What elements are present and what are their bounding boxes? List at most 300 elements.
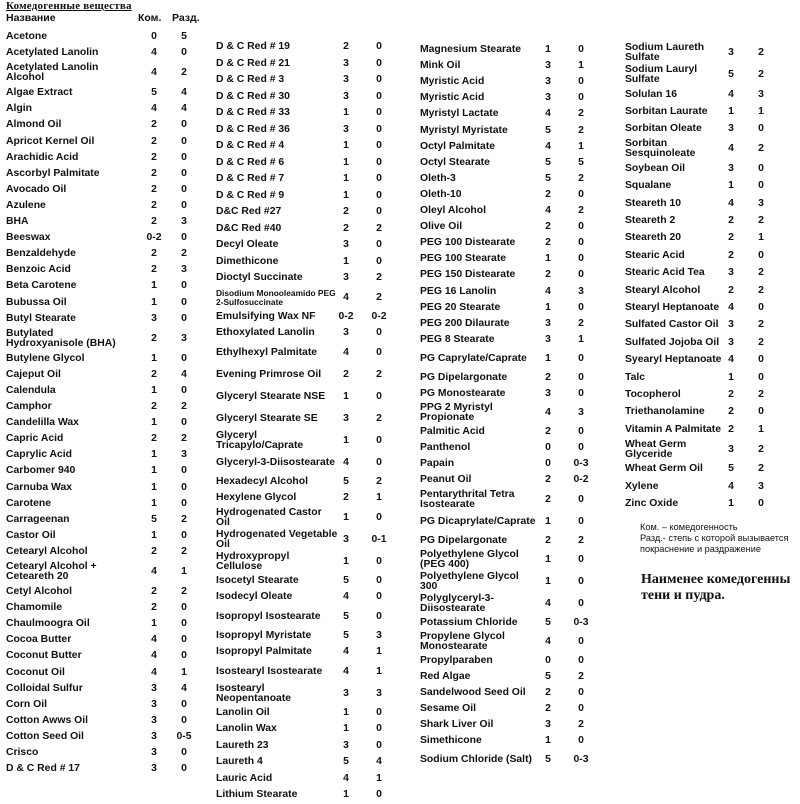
substance-name: PPG 2 Myristyl Propionate [420, 402, 493, 424]
substance-row [625, 121, 771, 138]
substance-name: Sandelwood Seed Oil [420, 686, 526, 698]
substance-row [6, 600, 194, 616]
substance-row [6, 729, 194, 745]
comedogenic-rating: 1 [151, 417, 157, 429]
irritation-rating: 0 [376, 140, 382, 152]
substance-name: Lanolin Wax [216, 723, 277, 735]
irritation-rating: 4 [181, 682, 187, 694]
comedogenic-rating: 1 [151, 529, 157, 541]
comedogenic-rating: 4 [545, 635, 551, 647]
irritation-rating: 1 [758, 106, 764, 118]
substance-name: PG Dipelargonate [420, 371, 508, 383]
substance-row [420, 203, 594, 219]
substance-row [216, 155, 392, 172]
substance-row [6, 101, 194, 117]
substance-row [420, 402, 594, 424]
irritation-rating: 0 [376, 789, 382, 801]
substance-name: Carotene [6, 497, 52, 509]
substance-row [216, 606, 392, 628]
substance-name: Polyethylene Glycol (PEG 400) [420, 548, 519, 570]
comedogenic-rating: 4 [151, 566, 157, 577]
irritation-rating: 2 [758, 215, 764, 227]
substance-row [216, 573, 392, 590]
irritation-rating: 0 [578, 735, 584, 747]
comedogenic-rating: 3 [545, 76, 551, 88]
substance-row [6, 560, 194, 584]
substance-name: Myristic Acid [420, 76, 485, 88]
substance-name: Stearic Acid [625, 249, 685, 261]
substance-name: PEG 100 Stearate [420, 253, 507, 265]
irritation-rating: 2 [376, 291, 382, 303]
comedogenic-rating: 4 [728, 88, 734, 100]
substance-row [216, 551, 392, 573]
substance-name: Mink Oil [420, 60, 461, 72]
comedogenic-rating: 3 [151, 312, 157, 324]
substance-row [216, 787, 392, 804]
substance-row [420, 219, 594, 235]
comedogenic-rating: 4 [545, 407, 551, 419]
irritation-rating: 0 [578, 237, 584, 249]
substance-row [420, 332, 594, 348]
irritation-rating: 0 [181, 183, 187, 195]
comedogenic-rating: 2 [545, 493, 551, 505]
substance-row [6, 415, 194, 431]
comedogenic-rating: 3 [151, 698, 157, 710]
irritation-rating: 0 [578, 269, 584, 281]
irritation-rating: 2 [376, 412, 382, 424]
substance-name: Algin [6, 103, 32, 115]
substance-row [6, 367, 194, 383]
substance-name: Cetyl Alcohol [6, 586, 73, 598]
substance-name: Cocoa Butter [6, 634, 72, 646]
substance-row [6, 528, 194, 544]
substance-row [625, 138, 771, 160]
comedogenic-rating: 2 [151, 216, 157, 228]
substance-name: D & C Red # 19 [216, 41, 290, 53]
irritation-rating: 0 [181, 747, 187, 759]
substance-row [6, 616, 194, 632]
comedogenic-rating: 2 [545, 188, 551, 200]
comedogenic-rating: 4 [343, 591, 349, 603]
comedogenic-rating: 3 [151, 714, 157, 726]
substance-row [6, 117, 194, 133]
irritation-rating: 1 [376, 646, 382, 658]
substance-name: PG Dipelargonate [420, 534, 508, 546]
substance-name: Stearyl Heptanoate [625, 302, 720, 314]
substance-row [625, 421, 771, 438]
irritation-rating: 5 [578, 156, 584, 168]
substance-name: PG Monostearate [420, 388, 506, 400]
substance-name: Almond Oil [6, 119, 62, 131]
substance-name: D & C Red # 4 [216, 140, 285, 152]
substance-row [6, 544, 194, 560]
irritation-rating: 0 [376, 723, 382, 735]
substance-row [625, 386, 771, 403]
comedogenic-rating: 3 [343, 533, 349, 545]
irritation-rating: 0 [758, 371, 764, 383]
substance-name: Acetylated Lanolin [6, 47, 99, 59]
comedogenic-rating: 3 [728, 319, 734, 331]
comedogenic-rating: 3 [545, 92, 551, 104]
irritation-rating: 3 [758, 480, 764, 492]
substance-row [6, 512, 194, 528]
substance-name: Isopropyl Myristate [216, 629, 312, 641]
substance-name: Squalane [625, 180, 672, 192]
comedogenic-rating: 2 [728, 389, 734, 401]
substance-row [420, 155, 594, 171]
comedogenic-rating: 2 [545, 534, 551, 546]
irritation-rating: 0 [758, 354, 764, 366]
substance-name: Dimethicone [216, 255, 279, 267]
substance-name: Potassium Chloride [420, 616, 518, 628]
comedogenic-rating: 0-2 [338, 310, 354, 322]
irritation-rating: 0 [376, 57, 382, 69]
substance-row [625, 103, 771, 120]
substance-row [216, 474, 392, 491]
substance-row [6, 351, 194, 367]
comedogenic-rating: 4 [343, 291, 349, 303]
comedogenic-rating: 2 [151, 248, 157, 260]
substance-name: Papain [420, 458, 455, 470]
substance-name: Avocado Oil [6, 183, 67, 195]
irritation-rating: 0 [578, 221, 584, 233]
substance-name: Cetearyl Alcohol + Ceteareth 20 [6, 561, 97, 582]
comedogenic-rating: 3 [343, 412, 349, 424]
irritation-rating: 3 [578, 285, 584, 297]
substance-row [625, 42, 771, 64]
irritation-rating: 0 [376, 706, 382, 718]
comedogenic-rating: 1 [343, 189, 349, 201]
comedogenic-rating: 2 [728, 249, 734, 261]
substance-row [216, 188, 392, 205]
irritation-rating: 0 [181, 167, 187, 179]
comedogenic-rating: 5 [545, 616, 551, 628]
comedogenic-rating: 1 [545, 352, 551, 364]
comedogenic-rating: 0 [545, 442, 551, 454]
irritation-rating: 0 [376, 107, 382, 119]
substance-name: Tocopherol [625, 389, 681, 401]
substance-name: Cotton Awws Oil [6, 714, 88, 726]
substance-name: Sulfated Castor Oil [625, 319, 719, 331]
substance-name: Benzaldehyde [6, 248, 76, 260]
substance-row [6, 85, 194, 101]
irritation-rating: 3 [181, 332, 187, 344]
irritation-rating: 0-3 [573, 458, 589, 470]
comedogenic-rating: 3 [728, 267, 734, 279]
substance-name: BHA [6, 216, 29, 228]
substance-row [216, 386, 392, 408]
irritation-rating: 0 [578, 371, 584, 383]
substance-name: Isodecyl Oleate [216, 591, 293, 603]
substance-name: Hydrogenated Vegetable Oil [216, 528, 338, 550]
irritation-rating: 2 [758, 463, 764, 475]
comedogenic-rating: 4 [728, 354, 734, 366]
substance-row [6, 383, 194, 399]
substance-row [216, 270, 392, 287]
comedogenic-rating: 4 [728, 302, 734, 314]
comedogenic-rating: 4 [343, 665, 349, 677]
comedogenic-rating: 2 [728, 232, 734, 244]
comedogenic-rating: 3 [151, 682, 157, 694]
comedogenic-rating: 4 [151, 47, 157, 59]
substance-row [6, 198, 194, 214]
substance-row [625, 334, 771, 351]
irritation-rating: 2 [376, 368, 382, 380]
irritation-rating: 0 [181, 47, 187, 59]
comedogenic-rating: 4 [343, 346, 349, 358]
legend-razd: Разд.- степь с которой вызывается покраснение и раздражение [640, 533, 789, 554]
irritation-rating: 0 [181, 529, 187, 541]
comedogenic-rating: 2 [151, 183, 157, 195]
irritation-rating: 2 [758, 284, 764, 296]
comedogenic-rating: 2 [343, 206, 349, 218]
comedogenic-rating: 2 [545, 426, 551, 438]
irritation-rating: 2 [758, 389, 764, 401]
irritation-rating: 4 [181, 87, 187, 99]
irritation-rating: 0 [376, 90, 382, 102]
substance-row [6, 431, 194, 447]
comedogenic-rating: 5 [151, 87, 157, 99]
comedogenic-rating: 4 [343, 456, 349, 468]
substance-name: Candelilla Wax [6, 417, 79, 429]
substance-row [216, 738, 392, 755]
substance-name: Octyl Palmitate [420, 140, 496, 152]
substance-row [625, 369, 771, 386]
substance-row [420, 90, 594, 106]
substance-name: PEG 150 Distearate [420, 269, 516, 281]
irritation-rating: 0 [376, 327, 382, 339]
comedogenic-rating: 2 [151, 433, 157, 445]
substance-row [216, 39, 392, 56]
irritation-rating: 2 [181, 401, 187, 413]
comedogenic-rating: 2 [545, 237, 551, 249]
substance-name: Calendula [6, 384, 56, 396]
substance-row [420, 653, 594, 669]
substance-row [6, 150, 194, 166]
substance-row [216, 705, 392, 722]
substance-row [6, 665, 194, 681]
irritation-rating: 2 [376, 272, 382, 284]
substance-row [420, 424, 594, 440]
irritation-rating: 0 [376, 591, 382, 603]
substance-name: Peanut Oil [420, 474, 472, 486]
comedogenic-rating: 4 [545, 205, 551, 217]
irritation-rating: 2 [181, 545, 187, 557]
substance-row [216, 221, 392, 238]
substance-name: Sorbitan Sesquinoleate [625, 138, 696, 160]
comedogenic-rating: 2 [728, 423, 734, 435]
comedogenic-rating: 3 [151, 730, 157, 742]
substance-row [420, 440, 594, 456]
substance-row [625, 64, 771, 86]
substance-row [625, 212, 771, 229]
substance-row [216, 430, 392, 452]
substance-name: D&C Red #40 [216, 222, 282, 234]
substance-row [216, 237, 392, 254]
substance-row [216, 529, 392, 551]
irritation-rating: 2 [181, 67, 187, 79]
comedogenic-rating: 5 [545, 670, 551, 682]
substance-name: PEG 20 Stearate [420, 301, 501, 313]
substance-name: Propylparaben [420, 654, 493, 666]
substance-name: PEG 200 Dilaurate [420, 317, 510, 329]
comedogenic-rating: 1 [151, 280, 157, 292]
irritation-rating: 2 [758, 267, 764, 279]
irritation-rating: 1 [758, 423, 764, 435]
irritation-rating: 0 [181, 119, 187, 131]
substance-name: Sorbitan Oleate [625, 123, 702, 135]
substance-name: Apricot Kernel Oil [6, 135, 95, 147]
comedogenic-rating: 2 [151, 545, 157, 557]
irritation-rating: 0 [578, 654, 584, 666]
comedogenic-rating: 4 [545, 140, 551, 152]
substance-row [420, 733, 594, 749]
substance-row [216, 287, 392, 309]
substance-row [420, 58, 594, 74]
substance-name: Arachidic Acid [6, 151, 79, 163]
comedogenic-rating: 3 [343, 739, 349, 751]
irritation-rating: 0 [578, 442, 584, 454]
irritation-rating: 0 [181, 698, 187, 710]
comedogenic-rating: 5 [545, 754, 551, 766]
comedogenic-rating: 3 [728, 443, 734, 455]
comedogenic-rating: 3 [545, 60, 551, 72]
substance-name: Steareth 10 [625, 197, 682, 209]
substance-row [420, 139, 594, 155]
irritation-rating: 0 [578, 575, 584, 587]
substance-name: PG Dicaprylate/Caprate [420, 515, 536, 527]
comedogenic-rating: 1 [545, 253, 551, 265]
substance-row [216, 364, 392, 386]
irritation-rating: 0 [181, 650, 187, 662]
comedogenic-rating: 4 [151, 67, 157, 79]
substance-name: Disodium Monooleamido PEG 2-Sulfosuccinate [216, 287, 336, 307]
comedogenic-rating: 1 [151, 618, 157, 630]
comedogenic-rating: 1 [728, 371, 734, 383]
substance-row [6, 697, 194, 713]
substance-name: Octyl Stearate [420, 156, 490, 168]
substance-row [625, 230, 771, 247]
irritation-rating: 0 [181, 481, 187, 493]
substance-name: Cajeput Oil [6, 368, 61, 380]
substance-name: Laureth 23 [216, 739, 269, 751]
irritation-rating: 2 [758, 443, 764, 455]
comedogenic-rating: 3 [343, 239, 349, 251]
irritation-rating: 2 [578, 719, 584, 731]
comedogenic-rating: 5 [343, 574, 349, 586]
comedogenic-rating: 3 [545, 333, 551, 345]
comedogenic-rating: 3 [728, 336, 734, 348]
irritation-rating: 0 [376, 189, 382, 201]
comedogenic-rating: 4 [728, 197, 734, 209]
substance-row [6, 632, 194, 648]
substance-row [625, 461, 771, 478]
substance-row [6, 480, 194, 496]
substance-name: Syearyl Heptanoate [625, 354, 722, 366]
irritation-rating: 0 [578, 493, 584, 505]
substance-row [625, 178, 771, 195]
substance-row [625, 495, 771, 512]
comedogenic-rating: 2 [151, 119, 157, 131]
substance-name: Triethanolamine [625, 406, 705, 418]
substance-name: Castor Oil [6, 529, 56, 541]
substance-name: Glyceryl-3-Diisostearate [216, 456, 335, 468]
substance-row [625, 247, 771, 264]
substance-row [6, 648, 194, 664]
comedogenic-rating: 1 [343, 107, 349, 119]
irritation-rating: 0 [578, 92, 584, 104]
substance-row [216, 138, 392, 155]
comedogenic-rating: 2 [151, 151, 157, 163]
irritation-rating: 0 [181, 296, 187, 308]
substance-name: Beeswax [6, 232, 51, 244]
irritation-rating: 3 [578, 407, 584, 419]
substance-row [420, 171, 594, 187]
irritation-rating: 0 [758, 302, 764, 314]
substance-row [6, 681, 194, 697]
substance-name: Steareth 20 [625, 232, 682, 244]
irritation-rating: 0 [578, 703, 584, 715]
comedogenic-rating: 3 [728, 123, 734, 135]
substance-name: Carnuba Wax [6, 481, 73, 493]
substance-name: Shark Liver Oil [420, 719, 494, 731]
substance-name: Acetylated Lanolin Alcohol [6, 62, 99, 84]
substance-name: Myristyl Myristate [420, 124, 508, 136]
comedogenic-rating: 2 [545, 269, 551, 281]
comedogenic-rating: 2 [151, 368, 157, 380]
substance-name: Pentarythrital Tetra Isostearate [420, 488, 515, 510]
substance-row [216, 408, 392, 430]
substance-row [420, 669, 594, 685]
substance-row [6, 230, 194, 246]
irritation-rating: 2 [578, 670, 584, 682]
substance-name: D & C Red # 3 [216, 74, 285, 86]
substance-row [625, 404, 771, 421]
substance-row [420, 511, 594, 533]
substance-row [6, 29, 194, 45]
substance-name: D & C Red # 9 [216, 189, 285, 201]
substance-row [6, 61, 194, 85]
substance-row [420, 717, 594, 733]
comedogenic-rating: 4 [151, 650, 157, 662]
legend-note [640, 522, 800, 555]
comedogenic-rating: 2 [343, 222, 349, 234]
substance-row [216, 105, 392, 122]
irritation-rating: 0 [578, 76, 584, 88]
header-kom: Ком. [138, 12, 162, 24]
comedogenic-rating: 1 [545, 301, 551, 313]
irritation-rating: 0 [181, 634, 187, 646]
substance-name: PEG 100 Distearate [420, 237, 516, 249]
comedogenic-rating: 4 [545, 285, 551, 297]
substance-name: Evening Primrose Oil [216, 368, 322, 380]
comedogenic-rating: 5 [545, 172, 551, 184]
substance-name: D & C Red # 6 [216, 156, 285, 168]
substance-name: Algae Extract [6, 87, 73, 99]
summary-note: Наименее комедогенны тени и пудра. [641, 572, 791, 603]
comedogenic-rating: 1 [728, 180, 734, 192]
irritation-rating: 0 [376, 555, 382, 567]
comedogenic-rating: 1 [343, 173, 349, 185]
substance-name: Wheat Germ Oil [625, 463, 703, 475]
substance-row [6, 45, 194, 61]
substance-row [6, 584, 194, 600]
irritation-rating: 2 [578, 124, 584, 136]
comedogenic-rating: 5 [545, 124, 551, 136]
substance-name: Vitamin A Palmitate [625, 423, 722, 435]
substance-name: Cetearyl Alcohol [6, 545, 88, 557]
substance-name: PEG 16 Lanolin [420, 285, 497, 297]
